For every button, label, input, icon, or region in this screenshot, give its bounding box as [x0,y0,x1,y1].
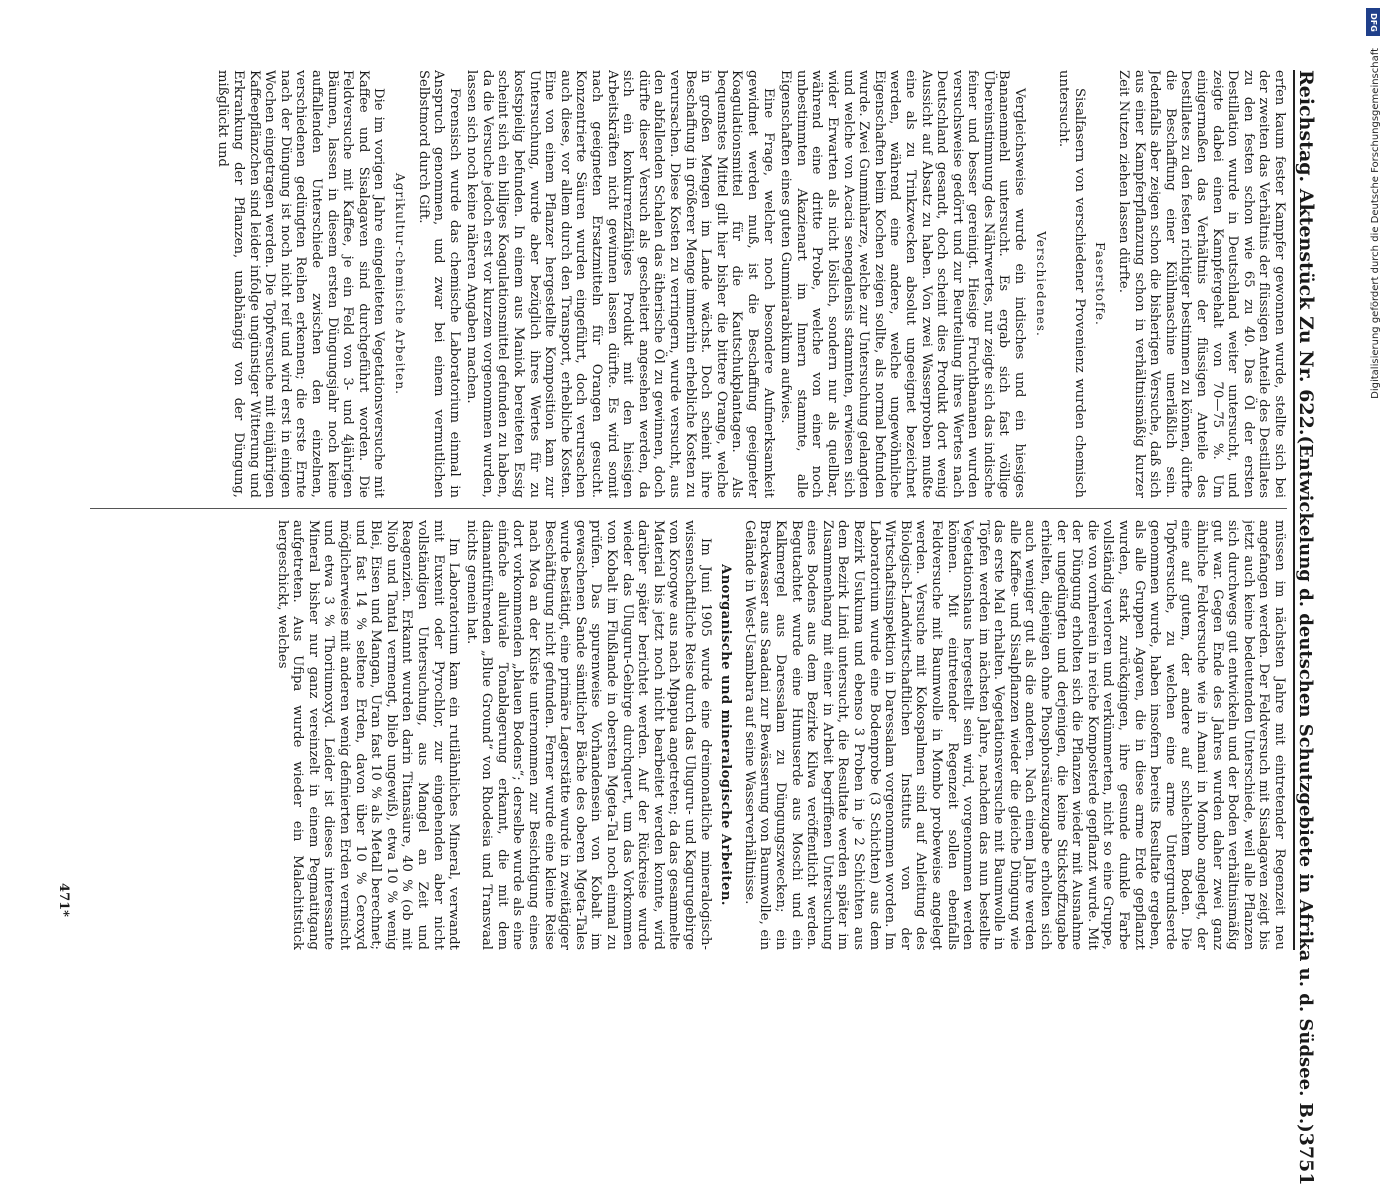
column-right [90,520,1287,950]
paragraph: Die im vorigen Jahre eingeleiteten Vegetationsversuche mit Kaffee und Sisalagaven sind durchgeführt worden. Die Feldversuche mit Kaffee, je ein Feld von 3- und 4jährigen Bäumen, lassen in diesem ersten Düngungsjahr noch keine auffallenden Unterschiede zwischen den einzelnen, verschiedenen gedüngten Reihen erkennen; die erste Ernte nach der Düngung ist noch nicht reif und wird erst in einigen Wochen eingetragen werden. Die Topfversuche mit einjährigen Kaffeepflänzchen sind leider infolge ungünstiger Witterung und Erkrankung der Pflanzen, unabhängig von der Düngung, mißglückt und [215,70,387,498]
signature-mark: 471* [56,883,71,917]
column-left [90,70,1287,498]
credit-text: Digitalisierung gefördert durch die Deutsche Forschungsgemeinschaft [1370,48,1381,399]
paragraph: müssen im nächsten Jahre mit eintretender Regenzeit neu angefangen werden. Der Feldversuch mit Sisalagaven zeigt bis jetzt auch keine bedeutenden Unterschiede, weil alle Pflanzen sich durchwegs gut entwickeln und der Boden verhältnismäßig gut war. Gegen Ende des Jahres wurden daher zwei ganz ähnliche Feldversuche wie in Amani in Mombo angelegt, der eine auf gutem, der andere auf schlechtem Boden. Die Topfversuche, zu welchen eine arme Untergrundserde genommen wurde, haben insofern bereits Resultate ergeben, als alle Gruppen Agaven, die in diese arme Erde gepflanzt wurden, stark zurückgingen, ihre gesunde dunkle Farbe vollständig verloren und verkümmerten, nicht so eine Gruppe, die von vornherein in reiche Komposterde gepflanzt wurde. Mit der Düngung erholten sich die Pflanzen wieder mit Ausnahme der ungedüngten und derjenigen, die keine Stickstoffzugabe erhielten, diejenigen ohne Phosphorsäurezugabe erholten sich auch weniger gut als die anderen. Nach einem Jahre werden alle Kaffee- und Sisalpflanzen wieder die gleiche Düngung wie das erste Mal erhalten. Vegetationsversuche mit Baumwolle in Töpfen werden im nächsten Jahre, nachdem das nun bestellte Vegetationshaus hergestellt sein wird, vorgenommen werden können. Mit eintretender Regenzeit sollen ebenfalls Feldversuche mit Baumwolle in Mombo probeweise angelegt werden. Versuche mit Kokospalmen sind auf Anleitung des Biologisch-Landwirtschaftlichen Instituts von der Wirtschaftsinspektion in Daressalam vorgenommen worden. Im Laboratorium wurde eine Bodenprobe (3 Schichten) aus dem Bezirk Usukuma und ebenso 3 Proben in je 2 Schichten aus dem Bezirk Lindi untersucht, die Resultate werden später im Zusammenhang mit einer in Arbeit begriffenen Untersuchung eines Bodens aus dem Bezirke Kilwa veröffentlicht werden. Begutachtet wurde eine Humuserde aus Moschi und ein Kalkmergel aus Daressalam zu Düngungszwecken; ein Brackwasser aus Saadani zur Bewässerung von Baumwolle, ein Gelände in West-Usambara auf seine Wasserverhältnisse. [741,520,1287,950]
paragraph: Vergleichsweise wurde ein indisches und ein hiesiges Bananenmehl untersucht. Es ergab sich fast völlige Übereinstimmung des Nährwertes, nur zeigte sich das indische feiner und besser gereinigt. Hiesige Fruchtbananen wurden versuchsweise gedörrt und zur Beurteilung ihres Wertes nach Deutschland gesandt, doch scheint dies Produkt dort wenig Aussicht auf Absatz zu haben. Von zwei Wasserproben mußte eine als zu Trinkzwecken absolut ungeeignet bezeichnet werden, während eine andere, welche ungewöhnliche Eigenschaften beim Kochen zeigen sollte, als normal befunden wurde. Zwei Gummiharze, welche zur Untersuchung gelangten und welche von Acacia senegalensis stammten, erwiesen sich wider Erwarten als nicht löslich, sondern nur als quellbar, während eine dritte Probe, welche von einer noch unbestimmten Akazienart im Innern stammte, alle Eigenschaften eines guten Gummiarabikum aufwies. [778,70,1028,498]
header-left: Reichstag. Aktenstück Zu Nr. 622. [1295,70,1317,436]
paragraph: Eine Frage, welcher noch besondere Aufmerksamkeit gewidmet werden muß, ist die Beschaffung geeigneter Koagulationsmittel für die Kautschukplantagen. Als bequemstes Mittel gilt hier bisher die bittere Orange, welche in großen Mengen im Lande wächst. Doch scheint ihre Beschaffung in größerer Menge immerhin erhebliche Kosten zu verursachen. Diese Kosten zu verringern, wurde versucht, aus den abfallenden Schalen das ätherische Öl zu gewinnen, doch dürfte dieser Versuch als gescheitert angesehen werden, da sich ein konkurrenzfähiges Produkt mit den hiesigen Arbeitskräften nicht gewinnen lassen dürfte. Es wird somit nach geeigneten Ersatzmitteln für Orangen gesucht. Konzentrierte Säuren wurden eingeführt, doch verursachen auch diese, vor allem durch den Transport, erhebliche Kosten. Eine von einem Pflanzer hergestellte Komposition kam zur Untersuchung, wurde aber bezüglich ihres Wertes für zu kostspielig befunden. In einem aus Maniok bereiteten Essig scheint sich ein billiges Koagulationsmittel gefunden zu haben, da die Versuche jedoch erst vor kurzem vorgenommen wurden, lassen sich noch keine näheren Angaben machen. [464,70,776,498]
dfg-logo: DFG [1366,8,1380,36]
header-title: (Entwickelung d. deutschen Schutzgebiete in Afrika u. d. Südsee. B.) [1295,435,1316,1133]
paragraph: Sisalfasern von verschiedener Provenienz wurden chemisch untersucht. [1056,70,1087,498]
digitization-credit [1360,8,1380,992]
section-heading: Agrikultur-chemische Arbeiten. [392,173,407,395]
section-heading: Faserstoffe. [1093,242,1108,326]
paragraph: Im Laboratorium kam ein rutilähnliches Mineral, verwandt mit Euxenit oder Pyrochlor, zur eingehenden aber nicht vollständigen Untersuchung, aus Mangel an Zeit und Reagenzien. Erkannt wurden darin Titansäure, 40 % (ob mit Niob und Tantal vermengt, blieb ungewiß), etwa 10 % wenig Blei, Eisen und Mangan, Uran fast 10 % als Metall berechnet; und fast 14 % seltene Erden, davon über 10 % Ceroxyd möglicherweise mit anderen wenig definierten Erden vermischt und etwa 3 % Thoriumoxyd. Leider ist dieses interessante Mineral bisher nur ganz vereinzelt in einem Pegmatitgang aufgetreten. Aus Ufipa wurde wieder ein Malachitstück hergeschickt, welches [274,520,462,950]
section-heading: Anorganische und mineralogische Arbeiten. [718,564,734,906]
page-number: 3751 [1295,1132,1317,1186]
column-divider [90,508,1287,509]
paragraph: Forensisch wurde das chemische Laboratorium einmal in Anspruch genommen, und zwar bei einem vermutlichen Selbstmord durch Gift. [415,70,462,498]
paragraph: erfen kaum fester Kampfer gewonnen wurde, stellte sich bei der zweiten das Verhältnis der flüssigen Anteile des Destillates zu den festen schon wie 65 zu 40. Das Öl der ersten Destillation wurde in Deutschland weiter untersucht, und zeigte dabei einen Kampfergehalt von 70—75 %. Um einigermaßen das Verhältnis der flüssigen Anteile des Destillates zu den festen richtiger bestimmen zu können, dürfte die Beschaffung einer Kühlmaschine unerläßlich sein. Jedenfalls aber zeigen schon die bisherigen Versuche, daß sich aus einer Kampferpflanzung schon in verhältnismäßig kurzer Zeit Nutzen ziehen lassen dürfte. [1116,70,1287,498]
paragraph: Im Juni 1905 wurde eine dreimonatliche mineralogisch-wissenschaftliche Reise durch das Uluguru- und Kagurugebirge von Korogwe aus nach Mpapua angetreten; da das gesammelte Material bis jetzt noch nicht bearbeitet werden konnte, wird darüber später berichtet werden. Auf der Rückreise wurde wieder das Uluguru-Gebirge durchquert, um das Vorkommen von Kobalt im Flußlande in obersten Mgeta-Tal noch einmal zu prüfen. Das spurenweise Vorhandensein von Kobalt im gewaschenen Sande sämtlicher Bäche des oberen Mgeta-Tales wurde bestätigt, eine primäre Lagerstätte wurde in zweitägiger Beschäftigung nicht gefunden. Ferner wurde eine kleine Reise nach Moa an der Küste unternommen zur Besichtigung eines dort vorkommenden „blauen Bodens“; derselbe wurde als eine einfache alluviale Tonablagerung erkannt, die mit dem diamantführenden „Blue Ground“ von Rhodesia und Transvaal nichts gemein hat. [463,520,713,950]
section-heading: Verschiedenes. [1033,231,1048,337]
page-header [1293,70,1325,1186]
